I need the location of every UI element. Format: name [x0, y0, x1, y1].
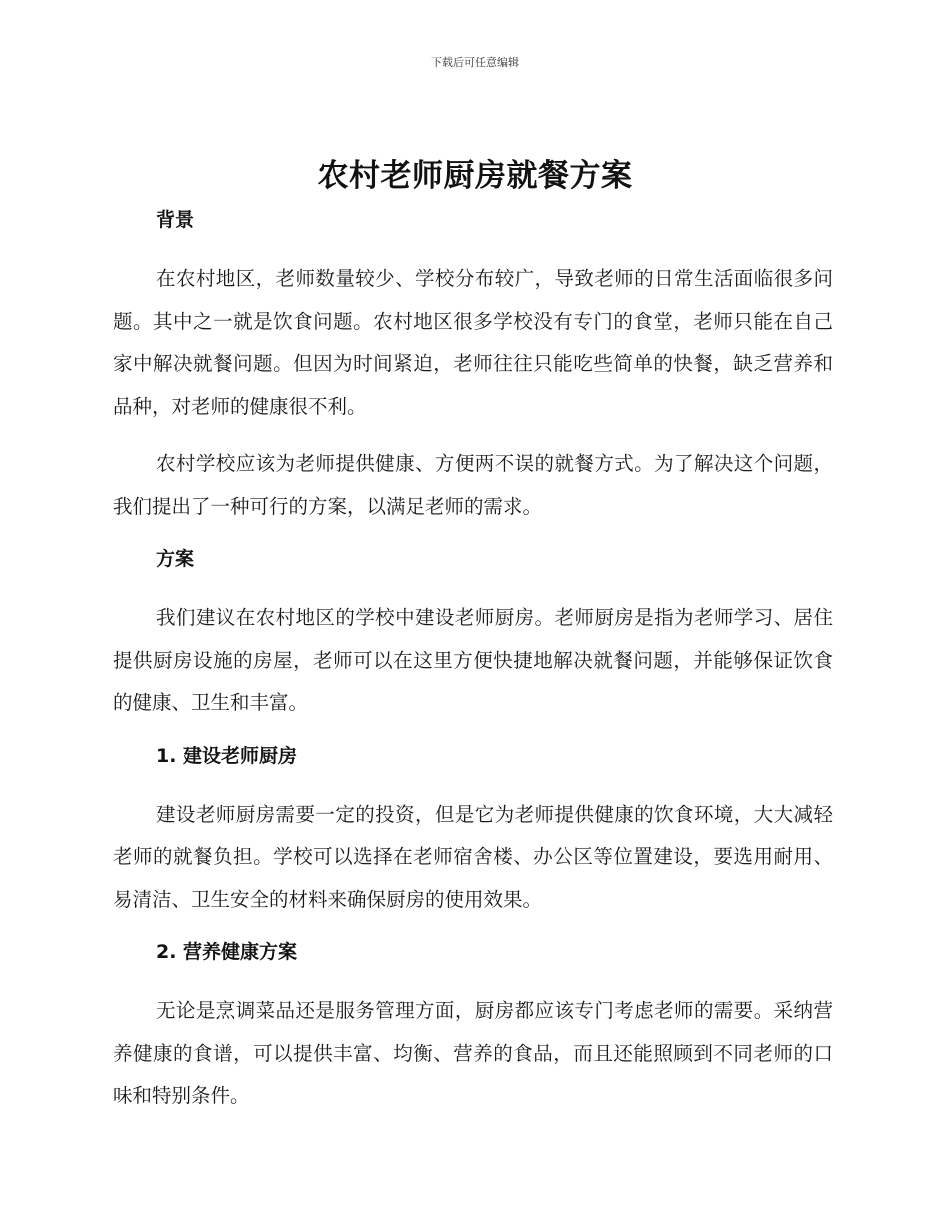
paragraph: 无论是烹调菜品还是服务管理方面，厨房都应该专门考虑老师的需要。采纳营养健康的食谱，可以提供丰富、均衡、营养的食品，而且还能照顾到不同老师的口味和特别条件。 — [113, 999, 833, 1107]
document-title: 农村老师厨房就餐方案 — [317, 158, 633, 194]
document-body — [113, 204, 833, 1118]
header-note: 下载后可任意编辑 — [431, 56, 519, 69]
section-heading-plan: 方案 — [156, 548, 195, 570]
section-heading-background: 背景 — [156, 209, 195, 231]
paragraph: 建设老师厨房需要一定的投资，但是它为老师提供健康的饮食环境，大大减轻老师的就餐负担。学校可以选择在老师宿舍楼、办公区等位置建设，要选用耐用、易清洁、卫生安全的材料来确保厨房的使用效果。 — [113, 802, 833, 911]
paragraph: 农村学校应该为老师提供健康、方便两不误的就餐方式。为了解决这个问题，我们提出了一种可行的方案，以满足老师的需求。 — [113, 452, 833, 518]
paragraph: 在农村地区，老师数量较少、学校分布较广，导致老师的日常生活面临很多问题。其中之一就是饮食问题。农村地区很多学校没有专门的食堂，老师只能在自己家中解决就餐问题。但因为时间紧迫，老师往往只能吃些简单的快餐，缺乏营养和品种，对老师的健康很不利。 — [113, 267, 833, 418]
paragraph: 我们建议在农村地区的学校中建设老师厨房。老师厨房是指为老师学习、居住提供厨房设施的房屋，老师可以在这里方便快捷地解决就餐问题，并能够保证饮食的健康、卫生和丰富。 — [113, 606, 833, 714]
section-heading-nutrition: 2. 营养健康方案 — [156, 941, 298, 963]
section-heading-build: 1. 建设老师厨房 — [156, 744, 298, 767]
